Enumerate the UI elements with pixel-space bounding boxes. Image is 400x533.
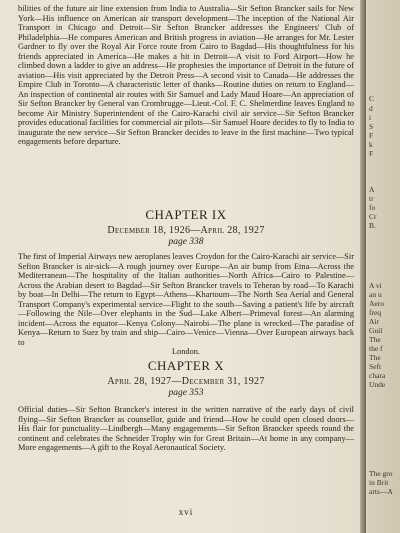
- chapter-ix-synopsis: [18, 252, 354, 357]
- facing-page-fragment: Seft: [369, 362, 382, 371]
- chapter-page-ref: page 338: [168, 237, 204, 247]
- facing-page-fragment: A: [369, 185, 375, 194]
- facing-page-fragment: F: [369, 149, 374, 158]
- facing-page-fragment: i: [369, 113, 372, 122]
- facing-page-fragment: F: [369, 131, 374, 140]
- facing-page-fragment: the f: [369, 344, 383, 353]
- facing-page-fragment: Guil: [369, 326, 383, 335]
- facing-page-fragment: The: [369, 353, 381, 362]
- synopsis-text: The first of Imperial Airways new aeroplanes leaves Croydon for the Cairo-Karachi air service—Sir Sefton Brancker is air-sick—A rough journey over Europe—An air bump from Etna—Across the Mediterranean—The hospitality of the Italian authorities—North Africa—Cairo to Palestine—Across the Arabian desert to Bagdad—Sir Sefton Brancker travels to Teheran by road—To Karachi by boat—In Delhi—The return to Egypt—Athens—Khartoum—The North Sea Aerial and General Transport Company's experimental service—Flight to the south—Saving a patient's life by aircraft—Following the Nile—Over elephants in the Sud—Lake Albert—Primeval forest—An alarming incident—Across the equator—Kenya Colony—Nairobi—The plane is wrecked—The paradise of Kenya—Return to Suez by train and ship—Cairo—Venice—Vienna—Over European airways back to: [18, 252, 354, 347]
- facing-page-fragment: tr: [369, 194, 374, 203]
- facing-page-fragment: k: [369, 140, 373, 149]
- facing-page-fragment: d: [369, 104, 373, 113]
- chapter-x-synopsis: Official duties—Sir Sefton Brancker's interest in the written narrative of the early days of civil flying—Sir Sefton Brancker as counsellor, guide and friend—How he could open closed doors—His flair for punctuality—Lindbergh—Many engagements—Sir Sefton Brancker speeds round the continent and celebrates the Schneider Trophy win for Great Britain—At home in any company—More engagements—A gift to the Royal Aeronautical Society.: [18, 405, 354, 452]
- chapter-x-heading: [18, 358, 354, 398]
- chapter-ix-heading: [18, 207, 354, 247]
- facing-page-fragment: C: [369, 94, 375, 103]
- synopsis-last-line: London.: [171, 347, 201, 356]
- facing-page-fragment: The gro: [369, 469, 393, 478]
- page-number: xvi: [178, 507, 194, 517]
- facing-page-fragment: fo: [369, 203, 376, 212]
- chapter-dates: April 28, 1927—December 31, 1927: [107, 376, 265, 387]
- facing-page-fragment: The: [369, 335, 381, 344]
- facing-page-fragment: chara: [369, 371, 386, 380]
- facing-page-fragment: S: [369, 122, 374, 131]
- facing-page-fragment: B.: [369, 221, 376, 230]
- facing-page-edge: [366, 0, 400, 533]
- facing-page-fragment: Air: [369, 317, 379, 326]
- facing-page-fragment: A vi: [369, 281, 382, 290]
- synopsis-continued: bilities of the future air line extension from India to Australia—Sir Sefton Brancker sails for New York—His influence on American air transport development—The inception of the National Air Transport in Chicago and Detroit—Sir Sefton Brancker addresses the Engineers' Club of Philadelphia—He compares American and British progress in aviation—He arranges for Mr. Lester Gardner to fly over the Royal Air Force route from Cairo to Bagdad—His thoughtfulness for his friends appreciated in America—He makes a hit in Detroit—A visit to Ford Airport—How he climbed down a ladder to give an address—He prophesies the importance of Detroit in the future of aviation—His visit appreciated by the Detroit Press—A second visit to Canada—He addresses the Empire Club in Toronto—A characteristic letter of thanks—Routine duties on return to England—An inspection of continental air routes with Sir Samuel and Lady Maud Hoare—An appreciation of Sir Sefton Brancker by General van Crombrugge—Lieut.-Col. F. C. Shelmerdine leaves England to become Air Ministry Superintendent of the Cairo-Karachi civil air service—Sir Sefton Brancker provides educational facilities for commercial air pilots—Sir Samuel Hoare decides to fly to India to inaugurate the new service—Sir Sefton Brancker decides to leave in the first machine—Two typical engagements before departure.: [18, 4, 354, 146]
- chapter-title: CHAPTER X: [147, 358, 225, 373]
- facing-page-fragment: in Brit: [369, 478, 389, 487]
- chapter-dates: December 18, 1926—April 28, 1927: [107, 225, 265, 236]
- facing-page-fragment: Aero: [369, 299, 384, 308]
- facing-page-fragment: freq: [369, 308, 382, 317]
- facing-page-fragment: Unde: [369, 380, 386, 389]
- facing-page-fragment: an u: [369, 290, 382, 299]
- facing-page-fragment: arts—A: [369, 487, 393, 496]
- chapter-title: CHAPTER IX: [145, 207, 227, 222]
- chapter-page-ref: page 353: [168, 388, 204, 398]
- facing-page-fragment: Cr: [369, 212, 377, 221]
